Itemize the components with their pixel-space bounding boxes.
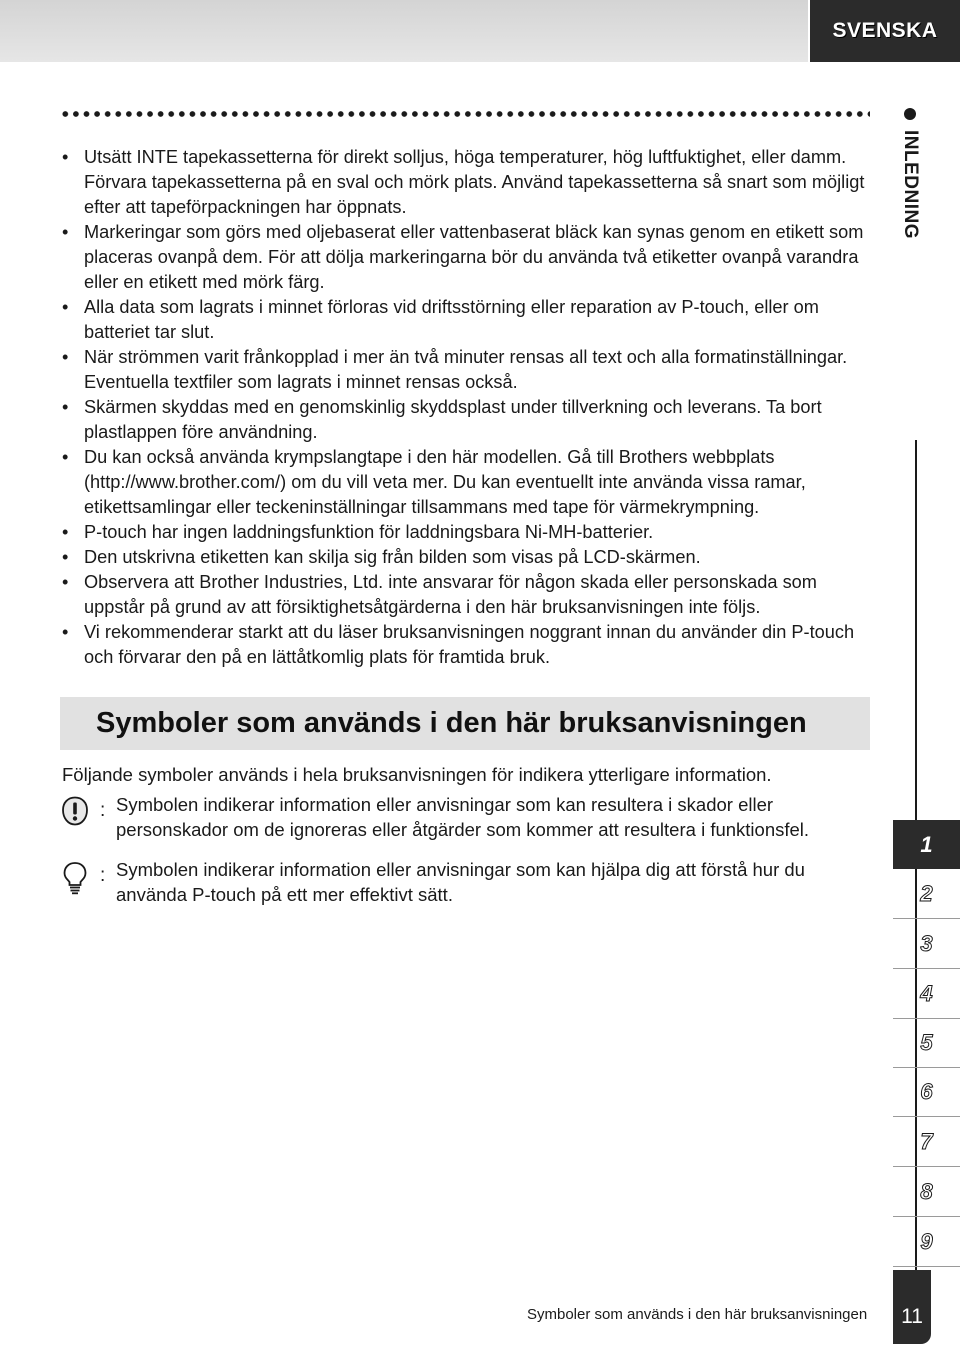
chapter-tab-7[interactable]: 7: [893, 1118, 960, 1167]
page-badge-rail: [893, 1270, 931, 1290]
list-item: • Vi rekommenderar starkt att du läser bruksanvisningen noggrant innan du använder din P-touch och förvarar den på en lättåtkomlig plats för framtida bruk.: [62, 620, 874, 670]
language-label: SVENSKA: [832, 19, 938, 42]
chapter-tab-5[interactable]: 5: [893, 1019, 960, 1068]
section-title: Symboler som används i den här bruksanvisningen: [96, 707, 807, 739]
page-number-badge: [893, 1290, 931, 1344]
section-side-label: [893, 100, 929, 260]
list-item: • Observera att Brother Industries, Ltd. inte ansvarar för någon skada eller personskada som uppstår på grund av att försiktighetsåtgärderna i den här bruksanvisningen inte följs.: [62, 570, 874, 620]
chapter-tab-8[interactable]: 8: [893, 1168, 960, 1217]
list-item: • Alla data som lagrats i minnet förloras vid driftsstörning eller reparation av P-touch, eller om batteriet tar slut.: [62, 295, 874, 345]
list-item: • När strömmen varit frånkopplad i mer än två minuter rensas all text och alla formatinställningar. Eventuella textfiler som lagrats i minnet rensas också.: [62, 345, 874, 395]
list-item: • Du kan också använda krympslangtape i den här modellen. Gå till Brothers webbplats (http://www.brother.com/) om du vill veta mer. Du kan eventuellt inte använda vissa ramar, etikettsamlingar eller teckeninställningar tillsammans med tape för värmekrympning.: [62, 445, 874, 520]
side-label-text: INLEDNING: [900, 130, 921, 239]
chapter-tab-1[interactable]: 1: [893, 820, 960, 869]
list-item: • P-touch har ingen laddningsfunktion för laddningsbara Ni-MH-batterier.: [62, 520, 874, 545]
section-intro: Följande symboler används i hela bruksanvisningen för indikera ytterligare information.: [62, 764, 772, 785]
precaution-list: [62, 145, 874, 670]
page-number: 11: [901, 1305, 923, 1328]
chapter-tab-4[interactable]: 4: [893, 970, 960, 1019]
footer-section-title: Symboler som används i den här bruksanvisningen: [527, 1306, 868, 1323]
list-item: • Utsätt INTE tapekassetterna för direkt solljus, höga temperaturer, hög luftfuktighet, eller damm. Förvara tapekassetterna på en sval och mörk plats. Använd tapekassetterna så snart som möjligt efter att tapeförpackningen har öppnats.: [62, 145, 874, 220]
dotted-divider: [60, 107, 870, 121]
symbol-description: Symbolen indikerar information eller anvisningar som kan resultera i skador eller personskador om de ignoreras eller åtgärder som kommer att resultera i funktionsfel.: [116, 794, 810, 840]
symbol-separator: :: [100, 800, 106, 821]
symbol-row-caution: [60, 792, 880, 844]
symbol-separator: :: [100, 865, 106, 886]
list-item: • Skärmen skyddas med en genomskinlig skyddsplast under tillverkning och leverans. Ta bort plastlappen före användning.: [62, 395, 874, 445]
chapter-tab-3[interactable]: 3: [893, 920, 960, 969]
list-item: • Den utskrivna etiketten kan skilja sig från bilden som visas på LCD-skärmen.: [62, 545, 874, 570]
header-bar: [0, 0, 808, 62]
symbol-row-tip: [60, 857, 880, 909]
lightbulb-icon: [60, 861, 90, 891]
chapter-tab-6[interactable]: 6: [893, 1068, 960, 1117]
chapter-tab-9[interactable]: 9: [893, 1218, 960, 1267]
chapter-tab-2[interactable]: 2: [893, 870, 960, 919]
language-tab: [810, 0, 960, 62]
symbol-description: Symbolen indikerar information eller anvisningar som kan hjälpa dig att förstå hur du använda P-touch på ett mer effektivt sätt.: [116, 859, 805, 905]
list-item: • Markeringar som görs med oljebaserat eller vattenbaserat bläck kan synas genom en etikett som placeras ovanpå dem. För att dölja markeringarna bör du använda två etiketter ovanpå varandra eller en etikett med mörk färg.: [62, 220, 874, 295]
caution-icon: [60, 796, 90, 826]
side-bullet-icon: [904, 108, 916, 120]
section-heading-band: [60, 697, 870, 750]
